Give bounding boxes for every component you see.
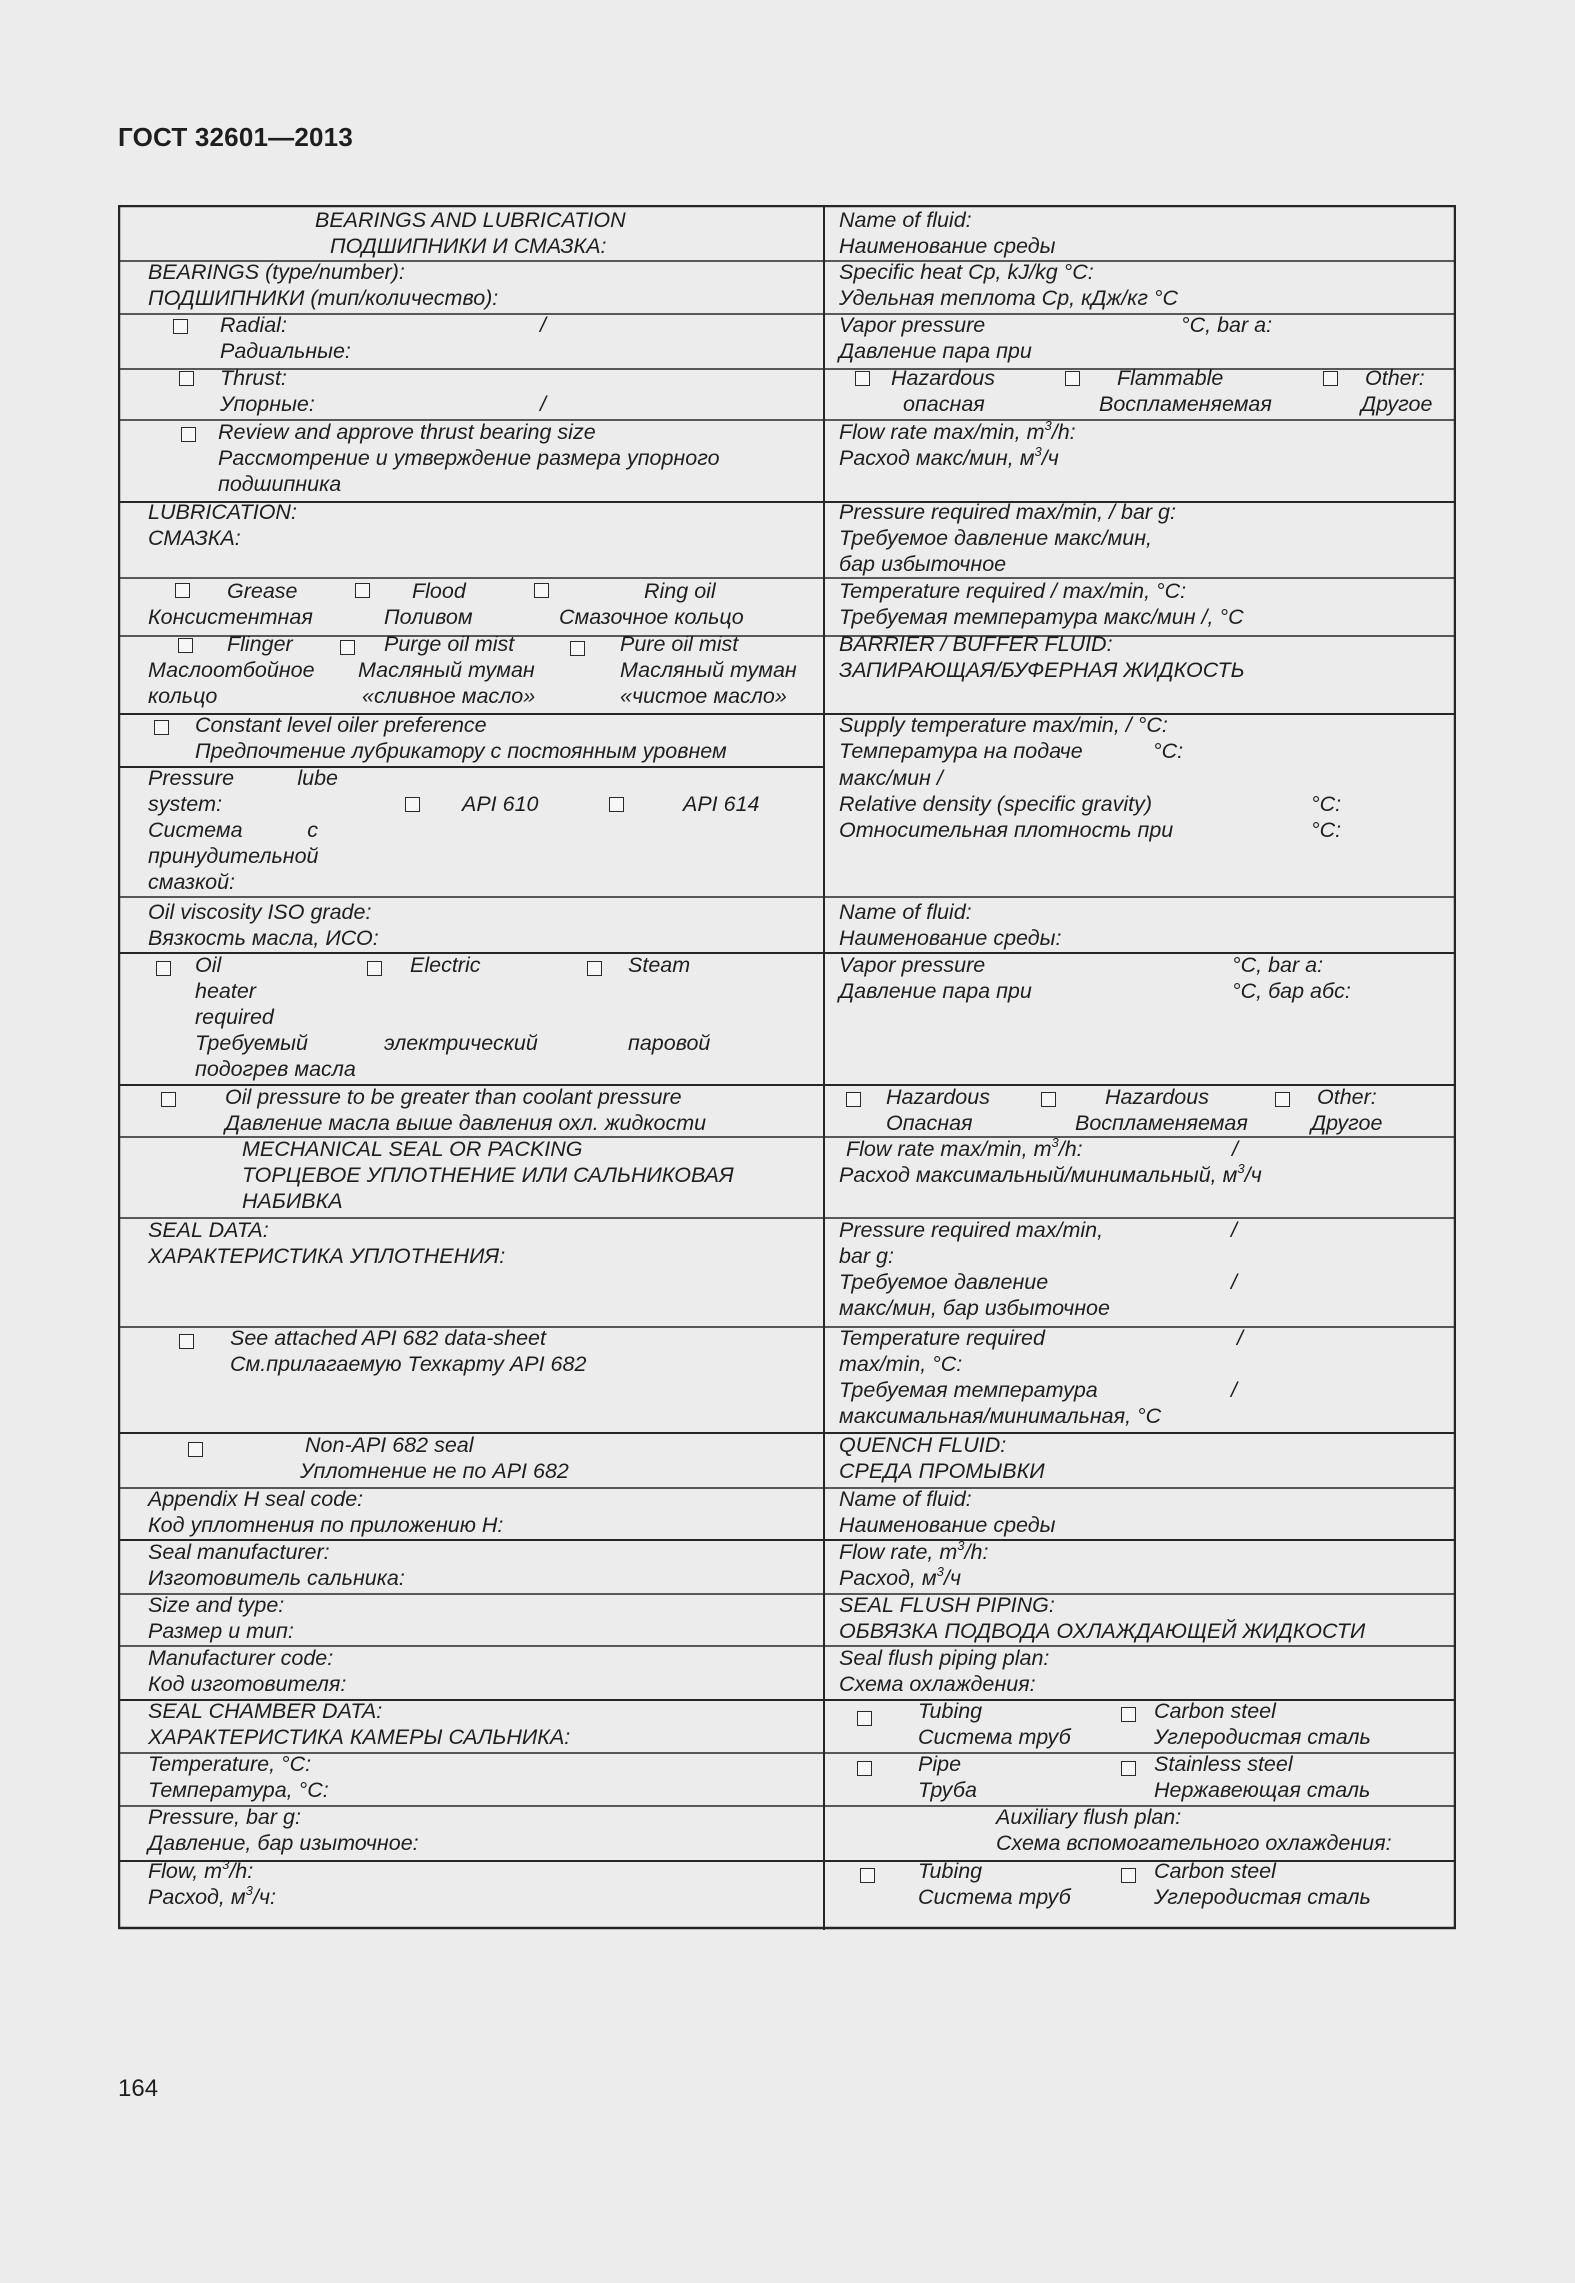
constant-oiler-checkbox[interactable] <box>154 720 169 735</box>
other2-checkbox[interactable] <box>1275 1092 1290 1107</box>
fluid-name3-label-ru: Наименование среды <box>839 1513 1056 1537</box>
oil-pressure-label-ru: Давление масла выше давления охл. жидкости <box>225 1111 707 1135</box>
tubing-label-ru: Система труб <box>918 1725 1071 1749</box>
oil-label: Oil <box>195 953 222 977</box>
grease-label-ru: Консистентная <box>148 605 313 629</box>
tubing2-label-ru: Система труб <box>918 1885 1071 1909</box>
purge-oil-mist-checkbox[interactable] <box>340 640 355 655</box>
grease-label-en: Grease <box>227 579 298 603</box>
thrust-checkbox[interactable] <box>179 371 194 386</box>
temperature-required2-label-ru2: максимальная/минимальная, °С <box>839 1404 1162 1428</box>
pressure-lube-label-4: принудительной <box>148 844 319 868</box>
vapor-pressure2-label-en: Vapor pressure <box>839 953 986 977</box>
radial-slash: / <box>540 313 546 337</box>
review-thrust-checkbox[interactable] <box>181 427 196 442</box>
hazardous-label-en: Hazardous <box>891 366 995 390</box>
auxiliary-flush-label-ru: Схема вспомогательного охлаждения: <box>996 1831 1392 1855</box>
hazardous3-label-en: Hazardous <box>1105 1085 1209 1109</box>
ring-oil-label-en: Ring oil <box>644 579 716 603</box>
flood-label-ru: Поливом <box>384 605 473 629</box>
other-label-ru: Другое <box>1361 392 1433 416</box>
vapor-pressure-label-en: Vapor pressure <box>839 313 986 337</box>
other-checkbox[interactable] <box>1323 371 1338 386</box>
bearings-label-ru: ПОДШИПНИКИ (тип/количество): <box>148 286 499 310</box>
flinger-label-ru1: Маслоотбойное <box>148 658 315 682</box>
flinger-label-ru2: кольцо <box>148 684 218 708</box>
electric-label-en: Electric <box>410 953 481 977</box>
seal-data-label-ru: ХАРАКТЕРИСТИКА УПЛОТНЕНИЯ: <box>148 1244 506 1268</box>
flow-rate3-label-ru: Расход, $м^3/ч$ <box>839 1563 961 1590</box>
hazardous2-checkbox[interactable] <box>846 1092 861 1107</box>
relative-density-unit-ru: °С: <box>1311 818 1342 842</box>
document-header: ГОСТ 32601—2013 <box>118 122 353 152</box>
pipe-label-ru: Труба <box>918 1778 977 1802</box>
non-api682-label-ru: Уплотнение не по API 682 <box>300 1459 569 1483</box>
pressure-required2-slash-2: / <box>1231 1270 1237 1294</box>
temperature-label-en: Temperature, °C: <box>148 1752 312 1776</box>
pressure-required2-label-ru2: макс/мин, бар избыточное <box>839 1296 1110 1320</box>
thrust-slash: / <box>540 392 546 416</box>
pure-label-ru2: «чистое масло» <box>620 684 787 708</box>
mech-seal-title-en: MECHANICAL SEAL OR PACKING <box>242 1137 583 1161</box>
manufacturer-code-label-en: Manufacturer code: <box>148 1646 334 1670</box>
grease-checkbox[interactable] <box>175 583 190 598</box>
electric-checkbox[interactable] <box>367 961 382 976</box>
barrier-fluid-title-en: BARRIER / BUFFER FLUID: <box>839 632 1113 656</box>
relative-density-unit: °C: <box>1311 792 1342 816</box>
tubing-checkbox[interactable] <box>857 1711 872 1726</box>
required-label: required <box>195 1005 274 1029</box>
purge-label-ru2: «сливное масло» <box>362 684 536 708</box>
steam-checkbox[interactable] <box>587 961 602 976</box>
bearings-title-en: BEARINGS AND LUBRICATION <box>315 208 626 232</box>
relative-density-label-ru: Относительная плотность при <box>839 818 1174 842</box>
pipe-checkbox[interactable] <box>857 1761 872 1776</box>
electric-label-ru: электрический <box>384 1031 538 1055</box>
viscosity-label-en: Oil viscosity ISO grade: <box>148 900 372 924</box>
bearings-label-en: BEARINGS (type/number): <box>148 260 405 284</box>
carbon-steel2-label-en: Carbon steel <box>1154 1859 1276 1883</box>
pressure-lube-label-5: смазкой: <box>148 870 236 894</box>
temperature-required2-label-en1: Temperature required <box>839 1326 1045 1350</box>
flammable-label-en: Flammable <box>1117 366 1224 390</box>
fluid-name-label-en: Name of fluid: <box>839 208 972 232</box>
fluid-name2-label-en: Name of fluid: <box>839 900 972 924</box>
pressure-required2-label-ru1: Требуемое давление <box>839 1270 1049 1294</box>
stainless-steel-label-ru: Нержавеющая сталь <box>1154 1778 1371 1802</box>
api614-label: API 614 <box>683 792 760 816</box>
manufacturer-code-label-ru: Код изготовителя: <box>148 1672 347 1696</box>
seal-flush-piping-title-en: SEAL FLUSH PIPING: <box>839 1593 1055 1617</box>
pressure-label-ru: Давление, бар изыточное: <box>148 1831 419 1855</box>
review-label-ru1: Рассмотрение и утверждение размера упорного <box>218 446 720 470</box>
purge-label-en: Purge oil mist <box>384 632 515 656</box>
supply-temp-label-en: Supply temperature max/min, / °C: <box>839 713 1168 737</box>
flood-label-en: Flood <box>412 579 466 603</box>
api614-checkbox[interactable] <box>609 797 624 812</box>
temperature-required2-label-en2: max/min, °C: <box>839 1352 963 1376</box>
auxiliary-flush-label-en: Auxiliary flush plan: <box>996 1805 1182 1829</box>
flinger-checkbox[interactable] <box>178 638 193 653</box>
hazardous3-checkbox[interactable] <box>1041 1092 1056 1107</box>
tubing2-label-en: Tubing <box>918 1859 983 1883</box>
oiler-label-en: Constant level oiler preference <box>195 713 487 737</box>
quench-fluid-title-en: QUENCH FLUID: <box>839 1433 1007 1457</box>
pressure-lube-label-1: Pressure lube <box>148 766 338 790</box>
flush-plan-label-ru: Схема охлаждения: <box>839 1672 1036 1696</box>
stainless-steel-checkbox[interactable] <box>1121 1761 1136 1776</box>
fluid-name3-label-en: Name of fluid: <box>839 1487 972 1511</box>
seal-chamber-label-en: SEAL CHAMBER DATA: <box>148 1699 383 1723</box>
flow-label-en: Flow, $m^3/h$: <box>148 1856 254 1883</box>
api682-label-ru: См.прилагаемую Техкарту API 682 <box>230 1352 587 1376</box>
flow-rate2-label-ru: Расход максимальный/минимальный, $м^3/ч$ <box>839 1160 1262 1187</box>
podogrev-label: подогрев масла <box>195 1057 356 1081</box>
mech-seal-title-ru1: ТОРЦЕВОЕ УПЛОТНЕНИЕ ИЛИ САЛЬНИКОВАЯ <box>242 1163 734 1187</box>
temperature-required2-slash-1: / <box>1237 1326 1243 1350</box>
flow-label-ru: Расход, $м^3/ч$: <box>148 1882 276 1909</box>
hazardous2-label-ru: Опасная <box>886 1111 973 1135</box>
ring-oil-label-ru: Смазочное кольцо <box>559 605 744 629</box>
pressure-lube-label-2: system: <box>148 792 223 816</box>
pure-label-en: Pure oil mist <box>620 632 739 656</box>
other2-label-ru: Другое <box>1311 1111 1383 1135</box>
temperature-required2-slash-2: / <box>1231 1378 1237 1402</box>
fluid-name-label-ru: Наименование среды <box>839 234 1056 258</box>
non-api682-checkbox[interactable] <box>188 1442 203 1457</box>
oil-pressure-checkbox[interactable] <box>161 1092 176 1107</box>
hazardous3-label-ru: Воспламеняемая <box>1075 1111 1248 1135</box>
seal-data-label-en: SEAL DATA: <box>148 1218 269 1242</box>
vapor-pressure2-unit: °C, bar a: <box>1232 953 1324 977</box>
supply-temp-label-ru1: Температура на подаче <box>839 739 1083 763</box>
supply-temp-label-ru2: макс/мин / <box>839 766 943 790</box>
vapor-pressure2-unit-ru: °С, бар абс: <box>1232 979 1351 1003</box>
other-label-en: Other: <box>1365 366 1425 390</box>
oiler-label-ru: Предпочтение лубрикатору с постоянным уровнем <box>195 739 727 763</box>
pressure-required-label-ru2: бар избыточное <box>839 552 1007 576</box>
vapor-pressure2-label-ru: Давление пара при <box>839 979 1032 1003</box>
temperature-required2-label-ru1: Требуемая температура <box>839 1378 1098 1402</box>
supply-temp-unit-ru: °С: <box>1153 739 1184 763</box>
carbon-steel-checkbox[interactable] <box>1121 1707 1136 1722</box>
steam-label-ru: паровой <box>628 1031 711 1055</box>
api682-label-en: See attached API 682 data-sheet <box>230 1326 546 1350</box>
flood-checkbox[interactable] <box>355 583 370 598</box>
flow-rate3-label-en: Flow rate, $m^3/h$: <box>839 1537 989 1564</box>
carbon-steel2-label-ru: Углеродистая сталь <box>1154 1885 1371 1909</box>
other2-label-en: Other: <box>1317 1085 1377 1109</box>
specific-heat-label-ru: Удельная теплота Ср, кДж/кг °С <box>839 286 1179 310</box>
flow-rate2-slash: / <box>1232 1137 1238 1161</box>
carbon-steel2-checkbox[interactable] <box>1121 1868 1136 1883</box>
trebuemy-label: Требуемый <box>195 1031 308 1055</box>
pure-label-ru1: Масляный туман <box>620 658 797 682</box>
flow-rate-label-en: Flow rate max/min, $m^3/h$: <box>839 417 1076 444</box>
pressure-required2-slash-1: / <box>1231 1218 1237 1242</box>
pressure-required-label-ru1: Требуемое давление макс/мин, <box>839 526 1153 550</box>
hazardous2-label-en: Hazardous <box>886 1085 990 1109</box>
temperature-required-label-en: Temperature required / max/min, °C: <box>839 579 1187 603</box>
vapor-pressure-unit: °C, bar a: <box>1181 313 1273 337</box>
flow-rate-label-ru: Расход макс/мин, $м^3/ч$ <box>839 443 1059 470</box>
pressure-lube-label-3: Система с <box>148 818 318 842</box>
flinger-label-en: Flinger <box>227 632 293 656</box>
review-label-ru2: подшипника <box>218 472 342 496</box>
thrust-label-ru: Упорные: <box>220 392 315 416</box>
review-label-en: Review and approve thrust bearing size <box>218 420 596 444</box>
quench-fluid-title-ru: СРЕДА ПРОМЫВКИ <box>839 1459 1045 1483</box>
temperature-label-ru: Температура, °C: <box>148 1778 329 1802</box>
tubing-label-en: Tubing <box>918 1699 983 1723</box>
size-type-label-en: Size and type: <box>148 1593 285 1617</box>
thrust-label-en: Thrust: <box>220 366 287 390</box>
api610-label: API 610 <box>462 792 539 816</box>
seal-manufacturer-label-en: Seal manufacturer: <box>148 1540 330 1564</box>
oil-heater-checkbox[interactable] <box>156 961 171 976</box>
appendix-label-ru: Код уплотнения по приложению Н: <box>148 1513 504 1537</box>
pressure-required2-label-en1: Pressure required max/min, <box>839 1218 1104 1242</box>
seal-flush-piping-title-ru: ОБВЯЗКА ПОДВОДА ОХЛАЖДАЮЩЕЙ ЖИДКОСТИ <box>839 1619 1366 1643</box>
radial-label-en: Radial: <box>220 313 287 337</box>
purge-label-ru1: Масляный туман <box>358 658 535 682</box>
bearings-title-ru: ПОДШИПНИКИ И СМАЗКА: <box>330 234 607 258</box>
oil-pressure-label-en: Oil pressure to be greater than coolant pressure <box>225 1085 682 1109</box>
carbon-steel-label-en: Carbon steel <box>1154 1699 1276 1723</box>
pure-oil-mist-checkbox[interactable] <box>570 641 585 656</box>
steam-label-en: Steam <box>628 953 691 977</box>
seal-chamber-label-ru: ХАРАКТЕРИСТИКА КАМЕРЫ САЛЬНИКА: <box>148 1725 571 1749</box>
barrier-fluid-title-ru: ЗАПИРАЮЩАЯ/БУФЕРНАЯ ЖИДКОСТЬ <box>839 658 1245 682</box>
api682-checkbox[interactable] <box>179 1334 194 1349</box>
tubing2-checkbox[interactable] <box>860 1868 875 1883</box>
pressure-required2-label-en2: bar g: <box>839 1244 894 1268</box>
temperature-required-label-ru: Требуемая температура макс/мин /, °С <box>839 605 1244 629</box>
api610-checkbox[interactable] <box>405 797 420 812</box>
vapor-pressure-label-ru: Давление пара при <box>839 339 1032 363</box>
flammable-checkbox[interactable] <box>1065 371 1080 386</box>
mech-seal-title-ru2: НАБИВКА <box>242 1189 343 1213</box>
non-api682-label-en: Non-API 682 seal <box>305 1433 474 1457</box>
specific-heat-label-en: Specific heat Cp, kJ/kg °C: <box>839 260 1094 284</box>
hazardous-checkbox[interactable] <box>855 371 870 386</box>
flow-rate2-label-en: Flow rate max/min, $m^3/h$: <box>846 1134 1083 1161</box>
stainless-steel-label-en: Stainless steel <box>1154 1752 1293 1776</box>
page-number: 164 <box>118 2075 159 2102</box>
lubrication-label-ru: СМАЗКА: <box>148 526 241 550</box>
hazardous-label-ru: опасная <box>903 392 985 416</box>
ring-oil-checkbox[interactable] <box>534 583 549 598</box>
radial-checkbox[interactable] <box>173 319 188 334</box>
lubrication-label-en: LUBRICATION: <box>148 500 297 524</box>
heater-label: heater <box>195 979 256 1003</box>
appendix-label-en: Appendix H seal code: <box>148 1487 364 1511</box>
radial-label-ru: Радиальные: <box>220 339 351 363</box>
viscosity-label-ru: Вязкость масла, ИСО: <box>148 926 379 950</box>
flush-plan-label-en: Seal flush piping plan: <box>839 1646 1050 1670</box>
fluid-name2-label-ru: Наименование среды: <box>839 926 1062 950</box>
size-type-label-ru: Размер и тип: <box>148 1619 294 1643</box>
pressure-required-label-en: Pressure required max/min, / bar g: <box>839 500 1176 524</box>
pressure-label-en: Pressure, bar g: <box>148 1805 301 1829</box>
relative-density-label-en: Relative density (specific gravity) <box>839 792 1153 816</box>
flammable-label-ru: Воспламеняемая <box>1099 392 1272 416</box>
pipe-label-en: Pipe <box>918 1752 962 1776</box>
seal-manufacturer-label-ru: Изготовитель сальника: <box>148 1566 405 1590</box>
carbon-steel-label-ru: Углеродистая сталь <box>1154 1725 1371 1749</box>
